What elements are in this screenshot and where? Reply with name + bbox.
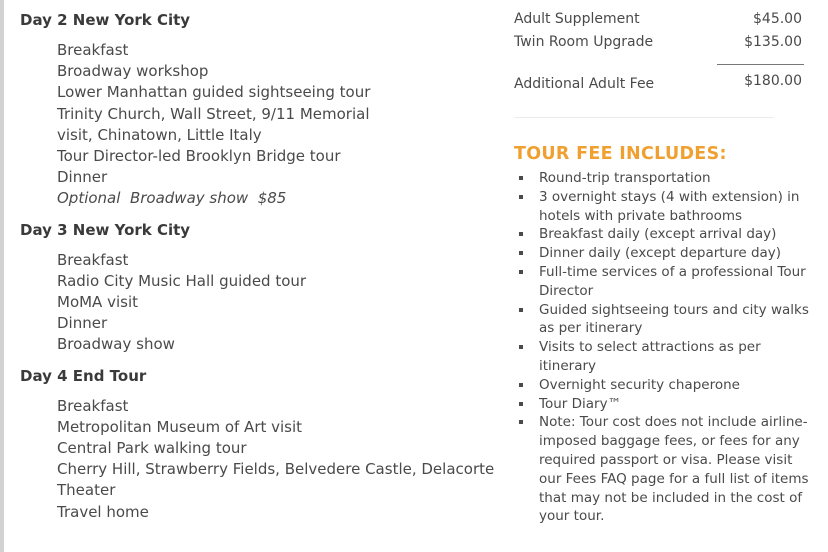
fee-amount: $45.00: [753, 11, 802, 27]
bullet-icon: [519, 270, 523, 274]
list-item: Travel home: [57, 502, 149, 521]
includes-heading: TOUR FEE INCLUDES:: [514, 144, 727, 164]
list-item: Breakfast: [57, 41, 129, 59]
list-item-text: Breakfast daily (except arrival day): [539, 226, 777, 243]
list-item: [514, 225, 814, 244]
bullet-icon: [519, 176, 523, 180]
list-item: Metropolitan Museum of Art visit: [57, 417, 303, 436]
list-item: [514, 244, 814, 263]
list-item-text: Overnight security chaperone: [539, 376, 740, 393]
day-4-section: [20, 366, 510, 523]
list-item: Trinity Church, Wall Street, 9/11 Memorial visit, Chinatown, Little Italy: [57, 104, 370, 144]
list-item: Dinner: [57, 168, 108, 187]
bullet-icon: [519, 195, 523, 199]
day-3-section: [20, 220, 510, 356]
list-item: [514, 188, 814, 226]
list-item: [514, 338, 814, 376]
day-3-list: [20, 250, 510, 356]
fee-row-twin-room-upgrade: [514, 31, 804, 54]
bullet-icon: [519, 420, 523, 424]
list-item: Broadway workshop: [57, 62, 209, 81]
fee-label: Adult Supplement: [514, 11, 640, 27]
day-2-title: Day 2 New York City: [20, 11, 191, 29]
list-item: Lower Manhattan guided sightseeing tour: [57, 83, 371, 102]
list-item: [514, 395, 814, 414]
fee-total-row: [514, 70, 804, 93]
page-edge-divider: [0, 0, 4, 552]
list-item: [514, 413, 814, 526]
bullet-icon: [519, 232, 523, 236]
list-item: [514, 169, 814, 188]
fee-label: Twin Room Upgrade: [514, 34, 654, 50]
fee-total-rule: [717, 64, 804, 65]
list-item: [514, 301, 814, 339]
fee-total-label: Additional Adult Fee: [514, 76, 655, 92]
section-divider: [514, 117, 774, 118]
day-2-section: [20, 10, 510, 210]
list-item: Dinner: [57, 314, 108, 333]
list-item: [514, 263, 814, 301]
day-4-list: [20, 396, 507, 523]
bullet-icon: [519, 251, 523, 255]
list-item-text: Tour Diary™: [539, 395, 622, 412]
tour-fee-includes: [514, 143, 814, 526]
list-item: MoMA visit: [57, 293, 138, 312]
day-4-title: Day 4 End Tour: [20, 366, 147, 385]
list-item-text: Dinner daily (except departure day): [539, 245, 782, 262]
list-item: Broadway show: [57, 335, 175, 354]
bullet-icon: [519, 308, 523, 312]
optional-broadway-show: Optional Broadway show $85: [57, 189, 287, 208]
list-item: Radio City Music Hall guided tour: [57, 271, 307, 290]
list-item: Tour Director-led Brooklyn Bridge tour: [57, 147, 341, 166]
fee-row-adult-supplement: [514, 8, 804, 31]
fee-amount: $135.00: [744, 34, 802, 50]
list-item: Breakfast: [57, 396, 129, 415]
includes-list: [514, 169, 814, 526]
list-item-text: Full-time services of a professional Tour Director: [539, 263, 806, 299]
day-3-title: Day 3 New York City: [20, 220, 191, 239]
list-item-text: Note: Tour cost does not include airline-imposed baggage fees, or fees for any required passport or visa. Please visit our Fees FAQ page for a full list of items that may not be included in the cost of your tour.: [539, 414, 809, 525]
list-item: Breakfast: [57, 250, 129, 269]
list-item-text: 3 overnight stays (4 with extension) in hotels with private bathrooms: [539, 188, 800, 224]
bullet-icon: [519, 345, 523, 349]
list-item-text: Round-trip transportation: [539, 170, 711, 186]
list-item-text: Guided sightseeing tours and city walks as per itinerary: [539, 301, 809, 337]
bullet-icon: [519, 383, 523, 387]
list-item: Central Park walking tour: [57, 439, 247, 458]
day-2-list: [20, 40, 387, 210]
fee-total-amount: $180.00: [744, 73, 802, 89]
list-item: Cherry Hill, Strawberry Fields, Belvedere Castle, Delacorte Theater: [57, 460, 495, 500]
fee-table: [514, 8, 804, 54]
list-item: [514, 376, 814, 395]
list-item-text: Visits to select attractions as per itinerary: [539, 339, 761, 374]
bullet-icon: [519, 402, 523, 406]
itinerary-column: [20, 10, 510, 533]
